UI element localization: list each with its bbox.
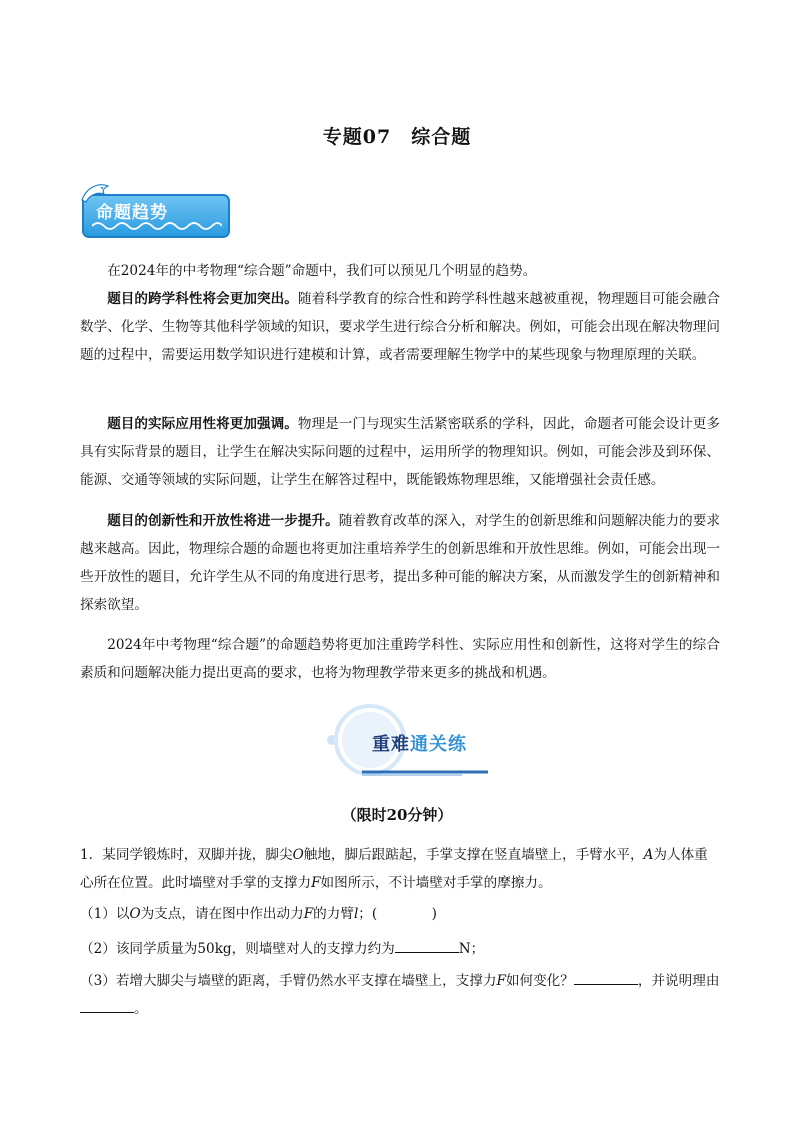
trend-point-lead: 题目的跨学科性将会更加突出。	[107, 291, 298, 307]
answer-blank[interactable]	[395, 938, 459, 953]
trend-point-text: 随着科学教育的综合性和跨学科性越来越被重视，物理题目可能会融合数学、化学、生物等其他科学领域的知识，要求学生进行综合分析和解决。例如，可能会出现在解决物理问题的过程中，需要运用数学知识进行建模和计算，或者需要理解生物学中的某些现象与物理原理的关联。	[80, 291, 721, 363]
trend-point-text: 物理是一门与现实生活紧密联系的学科，因此，命题者可能会设计更多具有实际背景的题目，让学生在解决实际问题的过程中，运用所学的物理知识。例如，可能会涉及到环保、能源、交通等领域的实际问题，让学生在解答过程中，既能锻炼物理思维，又能增强社会责任感。	[80, 416, 721, 488]
trend-summary: 2024年中考物理“综合题”的命题趋势将更加注重跨学科性、实际应用性和创新性，这将对学生的综合素质和问题解决能力提出更高的要求，也将为物理教学带来更多的挑战和机遇。	[80, 637, 720, 681]
answer-blank[interactable]	[80, 998, 134, 1013]
question-1-part-3: （3）若增大脚尖与墙壁的距离，手臂仍然水平支撑在墙壁上，支撑力F如何变化？ ，并说明理由。	[80, 967, 720, 1023]
time-limit: （限时20分钟）	[341, 806, 453, 824]
trend-point-2	[80, 410, 720, 494]
page-title: 专题07 综合题	[322, 126, 472, 148]
trend-badge	[78, 180, 234, 242]
wave-decoration-icon	[92, 220, 222, 232]
answer-blank[interactable]	[574, 970, 638, 985]
practice-label-main: 重难	[372, 734, 410, 755]
question-1-part-1: （1）以O为支点，请在图中作出动力F的力臂l；( )	[80, 906, 437, 922]
question-1-part-2: （2）该同学质量为50kg，则墙壁对人的支撑力约为 N；	[80, 935, 720, 963]
trend-badge-label: 命题趋势	[96, 203, 168, 223]
practice-label	[372, 730, 467, 756]
practice-banner	[322, 702, 492, 778]
trend-intro: 在2024年的中考物理“综合题”命题中，我们可以预见几个明显的趋势。	[107, 263, 537, 279]
trend-point-lead: 题目的创新性和开放性将进一步提升。	[107, 513, 339, 529]
question-1-stem: 1．某同学锻炼时，双脚并拢，脚尖O触地，脚后跟踮起，手掌支撑在竖直墙壁上，手臂水平，A为人体重心所在位置。此时墙壁对手掌的支撑力F如图所示，不计墙壁对手掌的摩擦力。	[80, 847, 708, 891]
trend-point-lead: 题目的实际应用性将更加强调。	[107, 416, 298, 432]
trend-point-text: 随着教育改革的深入，对学生的创新思维和问题解决能力的要求越来越高。因此，物理综合题的命题也将更加注重培养学生的创新思维和开放性思维。例如，可能会出现一些开放性的题目，允许学生从不同的角度进行思考，提出多种可能的解决方案，从而激发学生的创新精神和探索欲望。	[80, 513, 720, 613]
trend-point-3	[80, 507, 720, 619]
practice-label-accent: 通关练	[410, 734, 467, 755]
trend-point-1	[80, 285, 720, 369]
